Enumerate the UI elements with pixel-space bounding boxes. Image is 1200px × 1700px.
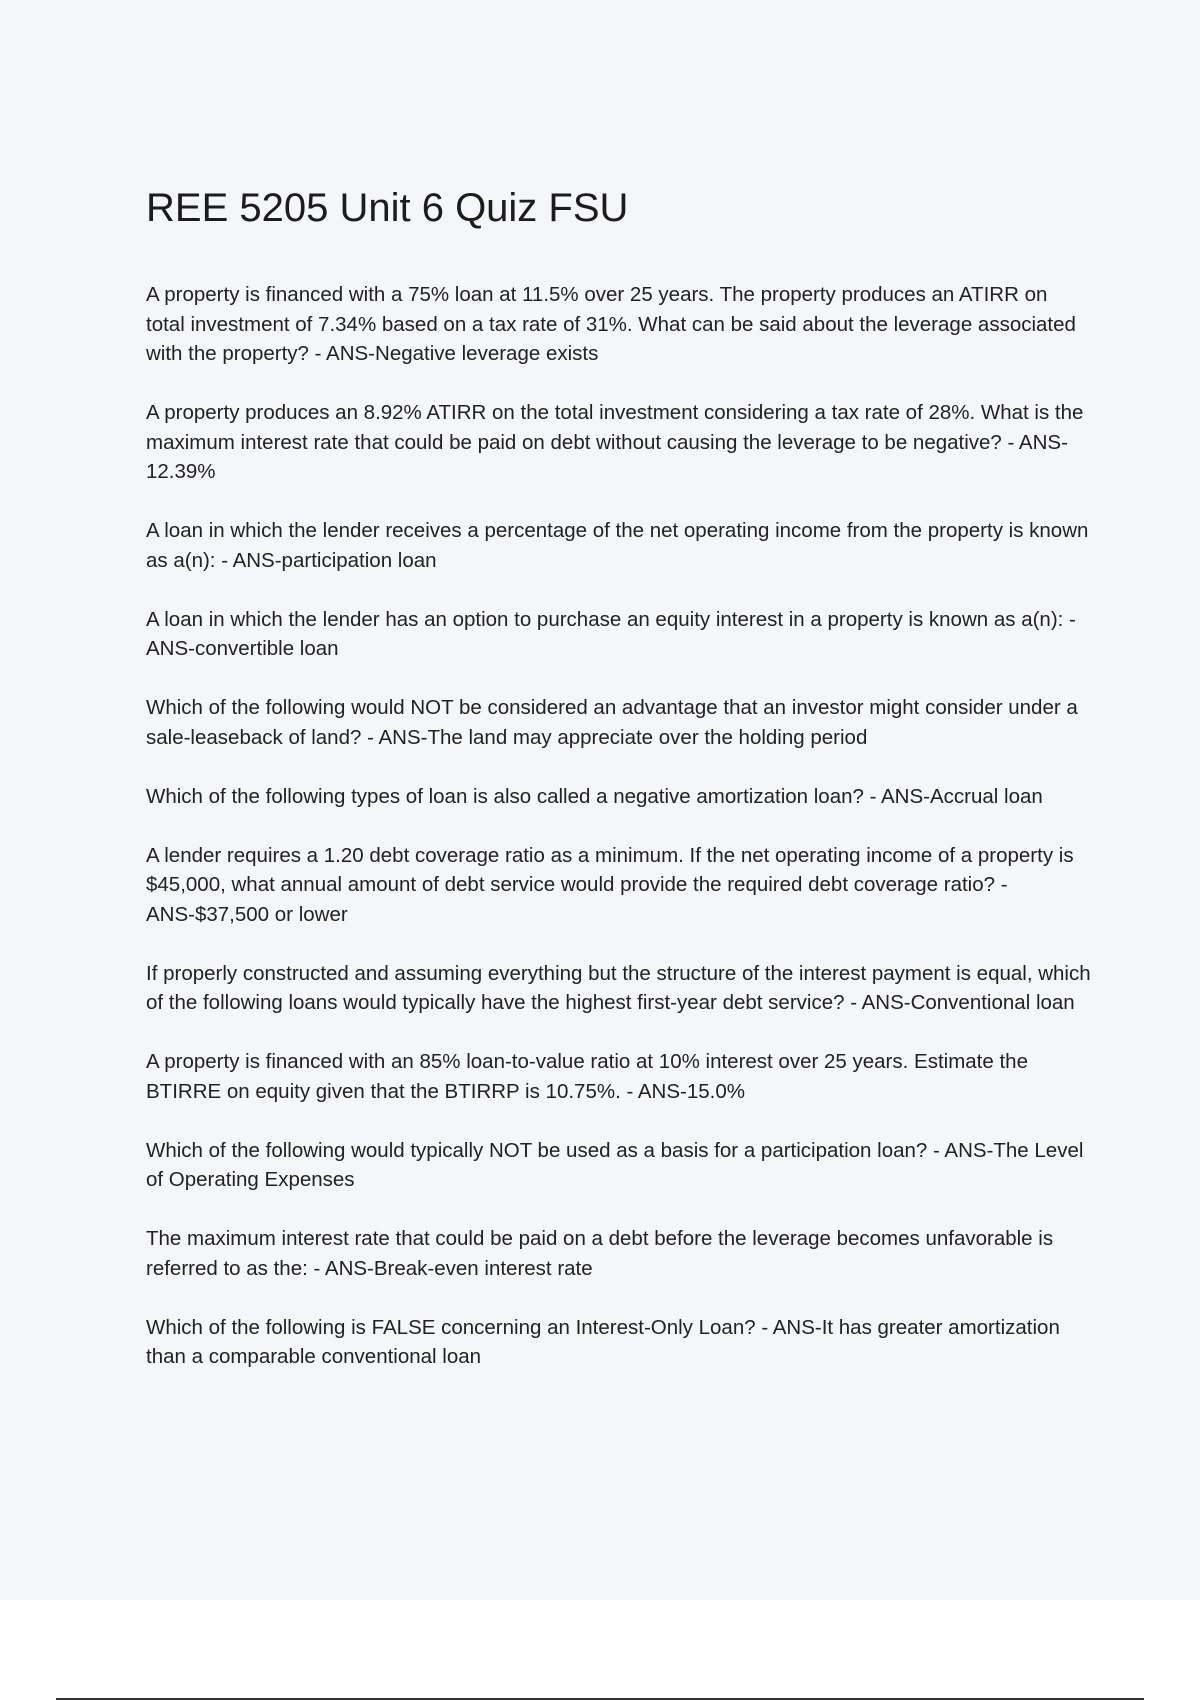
question-answer-item: A property produces an 8.92% ATIRR on the total investment considering a tax rate of 28%. What is the maximum interest rate that could be paid on debt without causing the leverage to be negative? - ANS-12.39%: [146, 401, 1084, 483]
document-title: REE 5205 Unit 6 Quiz FSU: [146, 186, 629, 230]
question-answer-item: A loan in which the lender receives a percentage of the net operating income from the property is known as a(n): - ANS-participation loan: [146, 519, 1089, 572]
question-answer-item: Which of the following would typically NOT be used as a basis for a participation loan? - ANS-The Level of Operating Expenses: [146, 1138, 1084, 1191]
question-answer-item: Which of the following is FALSE concerning an Interest-Only Loan? - ANS-It has greater amortization than a comparable conventional loan: [146, 1315, 1060, 1368]
question-answer-item: A property is financed with a 75% loan at 11.5% over 25 years. The property produces an ATIRR on total investment of 7.34% based on a tax rate of 31%. What can be said about the leverage associated with the property? - ANS-Negative leverage exists: [146, 283, 1076, 365]
question-answer-item: A loan in which the lender has an option to purchase an equity interest in a property is known as a(n): - ANS-convertible loan: [146, 607, 1076, 660]
question-list: [146, 280, 1091, 1401]
question-answer-item: The maximum interest rate that could be paid on a debt before the leverage becomes unfavorable is referred to as the: - ANS-Break-even interest rate: [146, 1227, 1054, 1280]
question-answer-item: If properly constructed and assuming everything but the structure of the interest payment is equal, which of the following loans would typically have the highest first-year debt service? - ANS-Conventional loan: [146, 961, 1091, 1014]
question-answer-item: A property is financed with an 85% loan-to-value ratio at 10% interest over 25 years. Estimate the BTIRRE on equity given that the BTIRRP is 10.75%. - ANS-15.0%: [146, 1050, 1028, 1103]
question-answer-item: Which of the following would NOT be considered an advantage that an investor might consider under a sale-leaseback of land? - ANS-The land may appreciate over the holding period: [146, 696, 1078, 749]
question-answer-item: Which of the following types of loan is also called a negative amortization loan? - ANS-Accrual loan: [146, 784, 1043, 808]
question-answer-item: A lender requires a 1.20 debt coverage ratio as a minimum. If the net operating income of a property is $45,000, what annual amount of debt service would provide the required debt coverage ratio? - ANS-$37,500 or lower: [146, 843, 1074, 926]
